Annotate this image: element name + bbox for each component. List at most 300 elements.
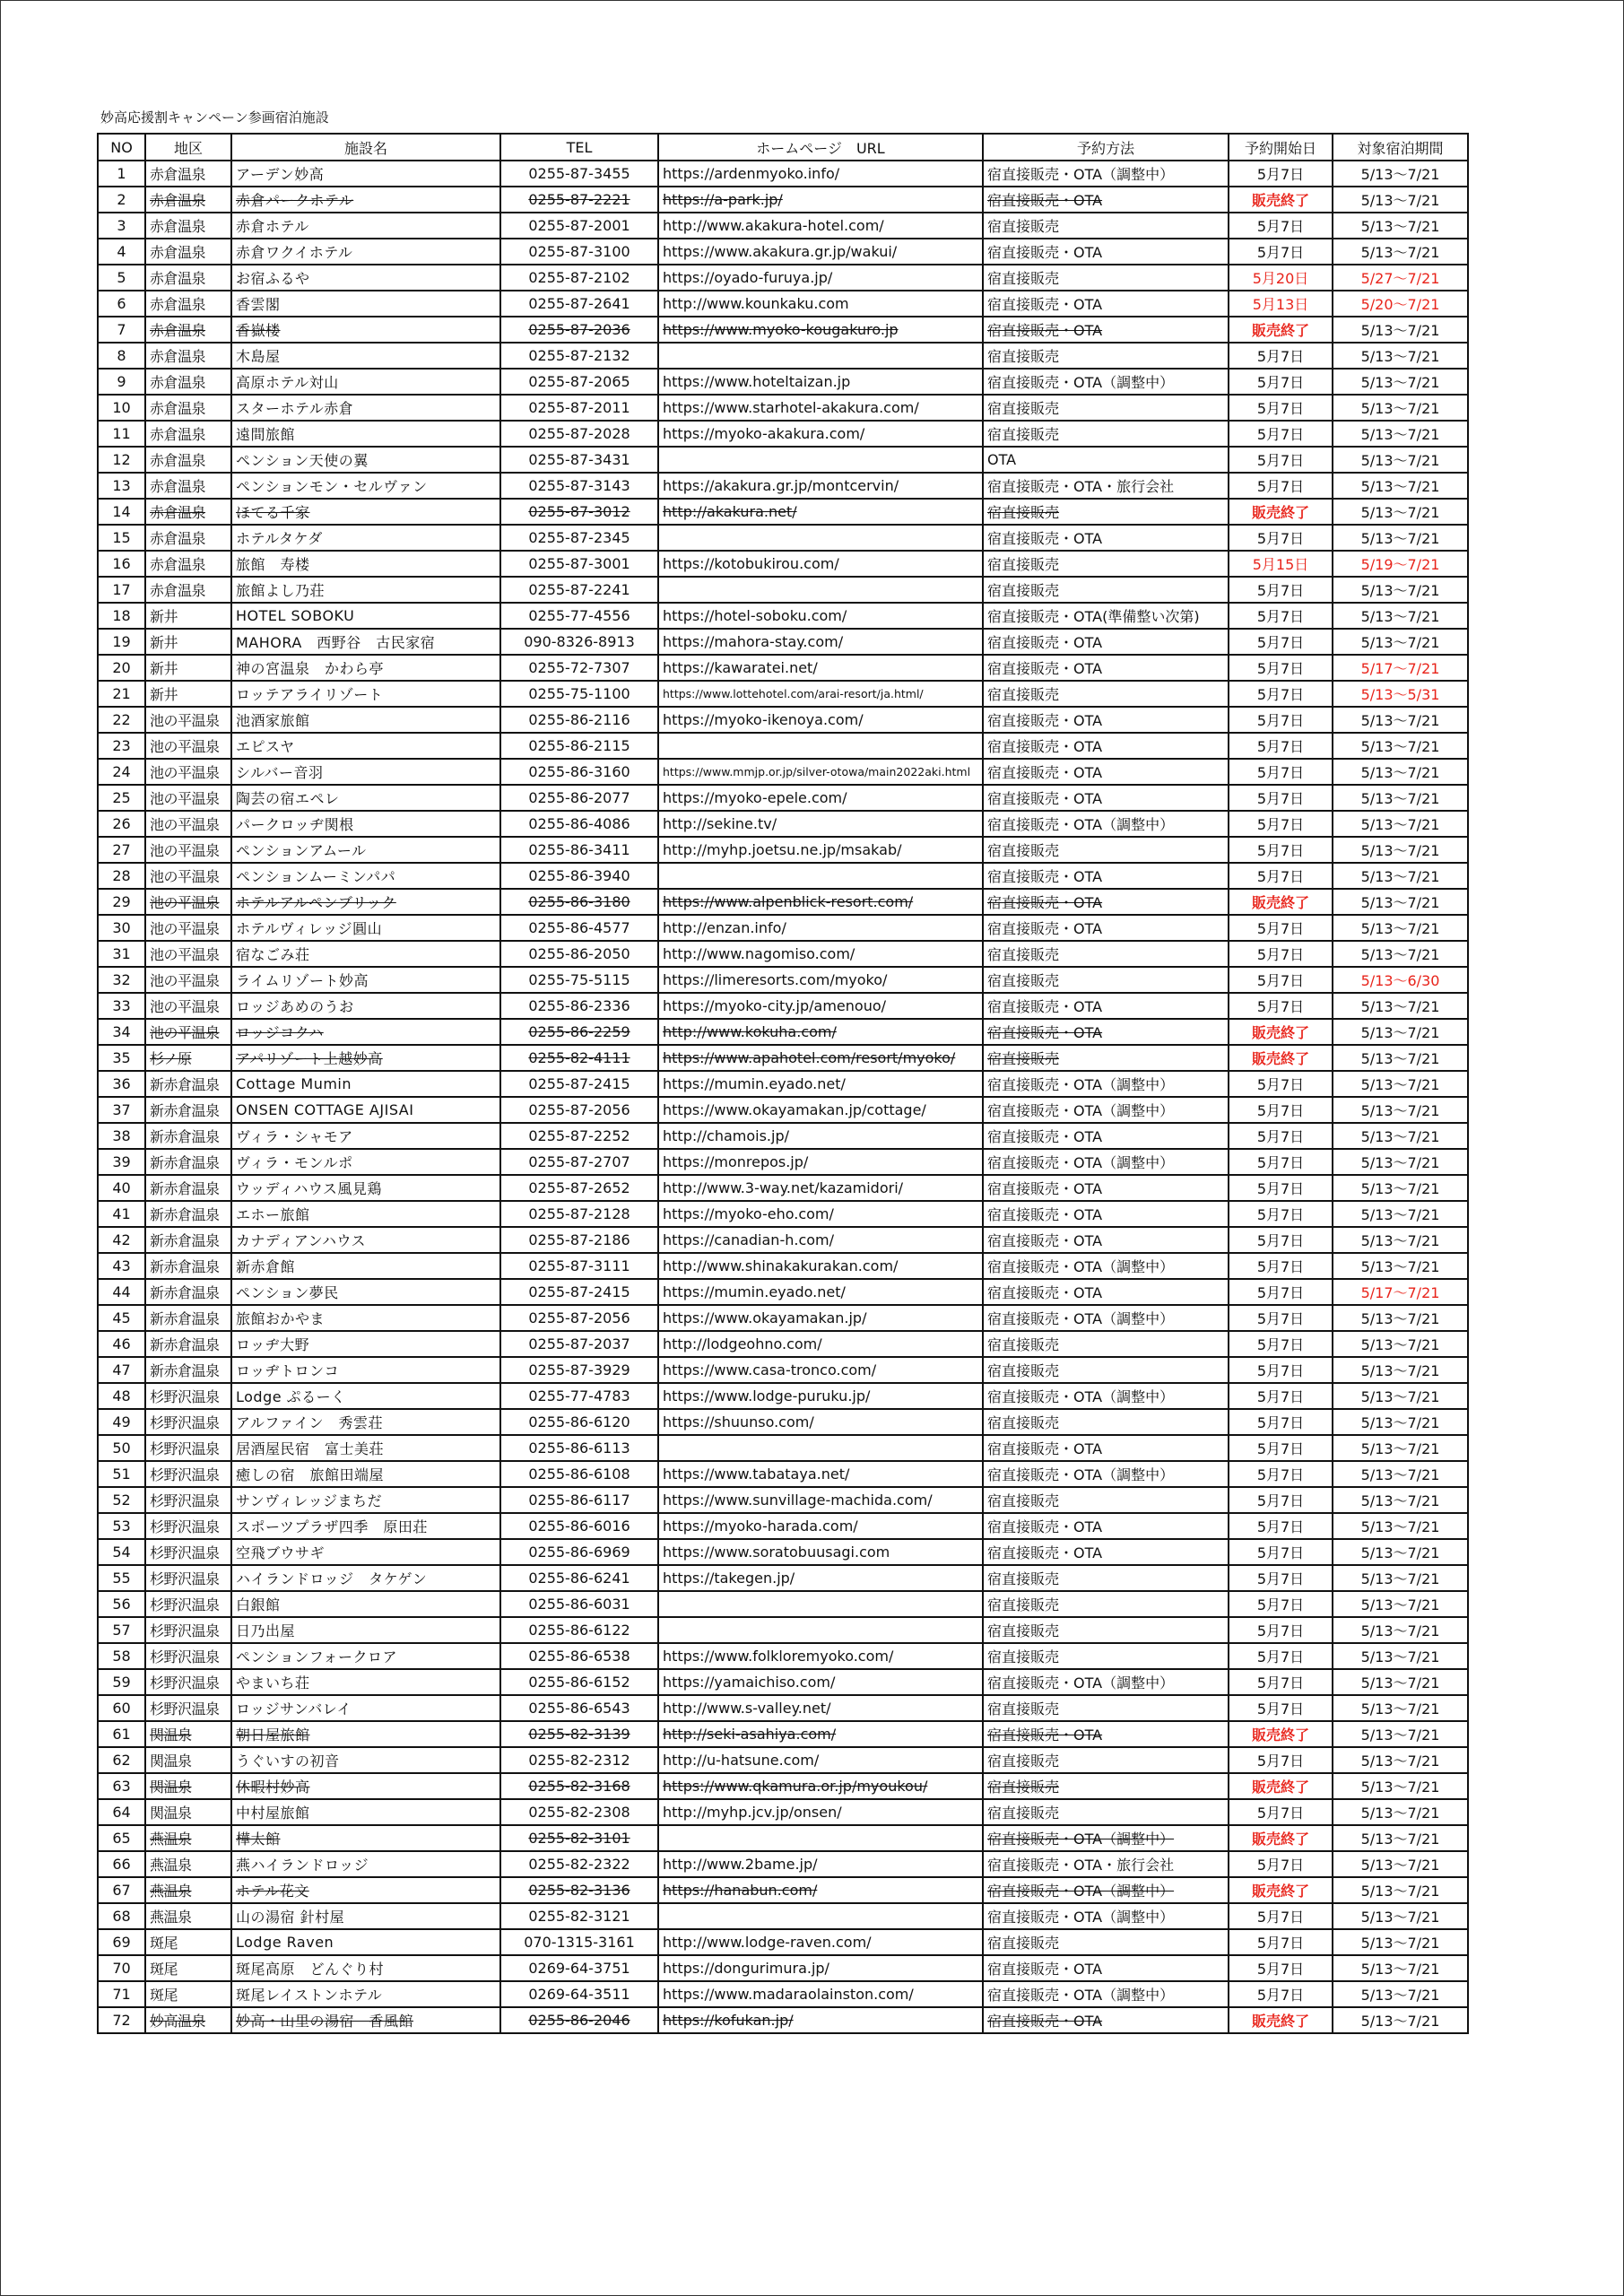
- row-booking-method: 宿直接販売・OTA（調整中）: [983, 1383, 1229, 1409]
- row-facility-name: ほてる千家: [231, 499, 500, 525]
- row-area: 関温泉: [145, 1721, 231, 1747]
- row-area: 燕温泉: [145, 1825, 231, 1851]
- row-number: 53: [98, 1513, 145, 1539]
- row-area: 赤倉温泉: [145, 577, 231, 603]
- row-homepage-url[interactable]: https://myoko-eho.com/: [658, 1201, 983, 1227]
- table-row: [98, 317, 1468, 343]
- table-row: [98, 1019, 1468, 1045]
- row-homepage-url[interactable]: http://www.akakura-hotel.com/: [658, 213, 983, 239]
- row-stay-period: 5/13〜7/21: [1333, 1773, 1468, 1799]
- table-row: [98, 1981, 1468, 2007]
- row-facility-name: ペンションモン・セルヴァン: [231, 473, 500, 499]
- row-number: 61: [98, 1721, 145, 1747]
- row-homepage-url[interactable]: https://www.apahotel.com/resort/myoko/: [658, 1045, 983, 1071]
- row-stay-period: 5/13〜7/21: [1333, 1149, 1468, 1175]
- row-area: 杉野沢温泉: [145, 1513, 231, 1539]
- row-homepage-url[interactable]: http://seki-asahiya.com/: [658, 1721, 983, 1747]
- row-homepage-url[interactable]: https://www.sunvillage-machida.com/: [658, 1487, 983, 1513]
- row-booking-method: 宿直接販売: [983, 1357, 1229, 1383]
- row-stay-period: 5/13〜7/21: [1333, 733, 1468, 759]
- row-area: 新井: [145, 681, 231, 707]
- row-area: 新井: [145, 603, 231, 629]
- row-facility-name: アルファイン 秀雲荘: [231, 1409, 500, 1435]
- row-tel: 0255-86-3160: [500, 759, 658, 785]
- row-homepage-url: [658, 1591, 983, 1617]
- table-row: [98, 1721, 1468, 1747]
- row-number: 63: [98, 1773, 145, 1799]
- row-homepage-url[interactable]: https://hanabun.com/: [658, 1877, 983, 1903]
- row-facility-name: 旅館よし乃荘: [231, 577, 500, 603]
- row-stay-period: 5/13〜7/21: [1333, 1123, 1468, 1149]
- row-booking-start: 5月13日: [1229, 291, 1333, 317]
- row-homepage-url[interactable]: https://a-park.jp/: [658, 187, 983, 213]
- row-area: 赤倉温泉: [145, 343, 231, 369]
- row-booking-method: 宿直接販売・OTA: [983, 239, 1229, 265]
- row-area: 杉ノ原: [145, 1045, 231, 1071]
- table-row: [98, 655, 1468, 681]
- row-facility-name: 山の湯宿 針村屋: [231, 1903, 500, 1929]
- row-homepage-url[interactable]: https://kofukan.jp/: [658, 2007, 983, 2033]
- row-stay-period: 5/13〜7/21: [1333, 1695, 1468, 1721]
- row-booking-start: 5月7日: [1229, 343, 1333, 369]
- row-booking-start: 5月7日: [1229, 629, 1333, 655]
- row-tel: 0255-87-2028: [500, 421, 658, 447]
- row-homepage-url[interactable]: https://www.soratobuusagi.com: [658, 1539, 983, 1565]
- row-area: 杉野沢温泉: [145, 1695, 231, 1721]
- row-tel: 0255-87-2132: [500, 343, 658, 369]
- table-row: [98, 1487, 1468, 1513]
- row-booking-start: 5月7日: [1229, 1357, 1333, 1383]
- row-homepage-url: [658, 1435, 983, 1461]
- row-facility-name: 斑尾レイストンホテル: [231, 1981, 500, 2007]
- row-tel: 0255-87-2102: [500, 265, 658, 291]
- row-stay-period: 5/13〜7/21: [1333, 707, 1468, 733]
- row-stay-period: 5/13〜7/21: [1333, 1461, 1468, 1487]
- row-stay-period: 5/13〜7/21: [1333, 525, 1468, 551]
- row-tel: 0255-86-3180: [500, 889, 658, 915]
- row-homepage-url[interactable]: http://lodgeohno.com/: [658, 1331, 983, 1357]
- row-number: 39: [98, 1149, 145, 1175]
- row-tel: 0255-72-7307: [500, 655, 658, 681]
- row-homepage-url[interactable]: https://dongurimura.jp/: [658, 1955, 983, 1981]
- row-number: 62: [98, 1747, 145, 1773]
- row-booking-start: 5月7日: [1229, 837, 1333, 863]
- row-homepage-url[interactable]: https://monrepos.jp/: [658, 1149, 983, 1175]
- row-booking-method: 宿直接販売・OTA: [983, 1955, 1229, 1981]
- row-stay-period: 5/13〜7/21: [1333, 1721, 1468, 1747]
- row-number: 56: [98, 1591, 145, 1617]
- row-number: 3: [98, 213, 145, 239]
- row-booking-method: 宿直接販売: [983, 1929, 1229, 1955]
- row-booking-start: 5月7日: [1229, 577, 1333, 603]
- row-facility-name: ペンションアムール: [231, 837, 500, 863]
- table-row: [98, 447, 1468, 473]
- row-area: 赤倉温泉: [145, 161, 231, 187]
- row-stay-period: 5/13〜7/21: [1333, 577, 1468, 603]
- table-row: [98, 187, 1468, 213]
- row-tel: 0255-86-6120: [500, 1409, 658, 1435]
- row-stay-period: 5/13〜7/21: [1333, 1643, 1468, 1669]
- row-number: 28: [98, 863, 145, 889]
- row-homepage-url[interactable]: https://shuunso.com/: [658, 1409, 983, 1435]
- row-facility-name: アーデン妙高: [231, 161, 500, 187]
- row-booking-method: 宿直接販売・OTA（調整中）: [983, 369, 1229, 395]
- row-homepage-url[interactable]: http://chamois.jp/: [658, 1123, 983, 1149]
- row-number: 26: [98, 811, 145, 837]
- row-booking-start: 5月7日: [1229, 967, 1333, 993]
- row-facility-name: ホテル花文: [231, 1877, 500, 1903]
- row-stay-period: 5/13〜7/21: [1333, 1331, 1468, 1357]
- row-homepage-url[interactable]: http://www.kounkaku.com: [658, 291, 983, 317]
- row-area: 新赤倉温泉: [145, 1123, 231, 1149]
- row-booking-start: 販売終了: [1229, 1877, 1333, 1903]
- table-row: [98, 525, 1468, 551]
- row-facility-name: MAHORA 西野谷 古民家宿: [231, 629, 500, 655]
- row-stay-period: 5/13〜7/21: [1333, 343, 1468, 369]
- row-booking-start: 販売終了: [1229, 1019, 1333, 1045]
- row-number: 66: [98, 1851, 145, 1877]
- row-homepage-url[interactable]: https://www.qkamura.or.jp/myoukou/: [658, 1773, 983, 1799]
- row-homepage-url[interactable]: https://www.akakura.gr.jp/wakui/: [658, 239, 983, 265]
- row-homepage-url[interactable]: https://oyado-furuya.jp/: [658, 265, 983, 291]
- row-stay-period: 5/13〜7/21: [1333, 1617, 1468, 1643]
- row-homepage-url[interactable]: http://www.shinakakurakan.com/: [658, 1253, 983, 1279]
- header-booking-start: 予約開始日: [1229, 134, 1333, 161]
- row-facility-name: ウッディハウス風見鶏: [231, 1175, 500, 1201]
- table-row: [98, 1331, 1468, 1357]
- row-homepage-url[interactable]: https://kotobukirou.com/: [658, 551, 983, 577]
- row-homepage-url[interactable]: https://myoko-epele.com/: [658, 785, 983, 811]
- table-row: [98, 551, 1468, 577]
- row-tel: 0255-82-3101: [500, 1825, 658, 1851]
- row-tel: 0255-87-2252: [500, 1123, 658, 1149]
- row-area: 関温泉: [145, 1773, 231, 1799]
- row-stay-period: 5/13〜7/21: [1333, 629, 1468, 655]
- row-area: 赤倉温泉: [145, 499, 231, 525]
- row-number: 45: [98, 1305, 145, 1331]
- row-booking-method: 宿直接販売: [983, 1695, 1229, 1721]
- facility-table: [97, 133, 1469, 2034]
- row-tel: 0255-86-6969: [500, 1539, 658, 1565]
- table-row: [98, 1929, 1468, 1955]
- row-stay-period: 5/13〜7/21: [1333, 213, 1468, 239]
- row-booking-start: 販売終了: [1229, 1721, 1333, 1747]
- row-facility-name: 旅館 寿楼: [231, 551, 500, 577]
- row-homepage-url[interactable]: https://www.folkloremyoko.com/: [658, 1643, 983, 1669]
- row-tel: 0255-86-6152: [500, 1669, 658, 1695]
- row-number: 51: [98, 1461, 145, 1487]
- row-area: 赤倉温泉: [145, 421, 231, 447]
- row-homepage-url[interactable]: https://yamaichiso.com/: [658, 1669, 983, 1695]
- row-number: 17: [98, 577, 145, 603]
- row-number: 60: [98, 1695, 145, 1721]
- row-booking-start: 5月15日: [1229, 551, 1333, 577]
- row-area: 池の平温泉: [145, 733, 231, 759]
- row-number: 11: [98, 421, 145, 447]
- row-homepage-url[interactable]: https://www.casa-tronco.com/: [658, 1357, 983, 1383]
- row-homepage-url[interactable]: https://akakura.gr.jp/montcervin/: [658, 473, 983, 499]
- row-number: 41: [98, 1201, 145, 1227]
- row-homepage-url[interactable]: https://mumin.eyado.net/: [658, 1071, 983, 1097]
- row-homepage-url[interactable]: https://www.alpenblick-resort.com/: [658, 889, 983, 915]
- row-booking-method: 宿直接販売: [983, 213, 1229, 239]
- row-booking-start: 5月7日: [1229, 655, 1333, 681]
- row-tel: 0255-87-2221: [500, 187, 658, 213]
- row-homepage-url[interactable]: https://hotel-soboku.com/: [658, 603, 983, 629]
- row-homepage-url[interactable]: https://kawaratei.net/: [658, 655, 983, 681]
- row-facility-name: ヴィラ・モンルポ: [231, 1149, 500, 1175]
- row-booking-start: 5月7日: [1229, 941, 1333, 967]
- row-stay-period: 5/13〜7/21: [1333, 1747, 1468, 1773]
- table-row: [98, 395, 1468, 421]
- row-homepage-url[interactable]: https://www.lodge-puruku.jp/: [658, 1383, 983, 1409]
- row-booking-start: 5月7日: [1229, 1929, 1333, 1955]
- row-homepage-url[interactable]: https://www.tabataya.net/: [658, 1461, 983, 1487]
- row-homepage-url: [658, 343, 983, 369]
- row-homepage-url[interactable]: https://www.okayamakan.jp/: [658, 1305, 983, 1331]
- row-stay-period: 5/13〜7/21: [1333, 1669, 1468, 1695]
- row-booking-start: 5月7日: [1229, 1669, 1333, 1695]
- row-stay-period: 5/13〜7/21: [1333, 811, 1468, 837]
- row-area: 杉野沢温泉: [145, 1617, 231, 1643]
- row-booking-method: 宿直接販売・OTA: [983, 785, 1229, 811]
- row-area: 新赤倉温泉: [145, 1227, 231, 1253]
- row-facility-name: ロッジサンバレイ: [231, 1695, 500, 1721]
- row-booking-method: 宿直接販売・OTA: [983, 2007, 1229, 2033]
- row-tel: 0255-87-2056: [500, 1097, 658, 1123]
- row-booking-method: 宿直接販売・OTA: [983, 1175, 1229, 1201]
- table-row: [98, 239, 1468, 265]
- row-facility-name: ペンションムーミンパパ: [231, 863, 500, 889]
- row-homepage-url[interactable]: https://myoko-ikenoya.com/: [658, 707, 983, 733]
- row-homepage-url[interactable]: https://www.madaraolainston.com/: [658, 1981, 983, 2007]
- row-tel: 0255-82-4111: [500, 1045, 658, 1071]
- row-booking-start: 5月7日: [1229, 915, 1333, 941]
- row-area: 杉野沢温泉: [145, 1591, 231, 1617]
- row-booking-start: 5月7日: [1229, 1461, 1333, 1487]
- row-booking-start: 5月7日: [1229, 1305, 1333, 1331]
- row-tel: 0255-87-3012: [500, 499, 658, 525]
- row-tel: 0255-87-2001: [500, 213, 658, 239]
- row-stay-period: 5/13〜7/21: [1333, 837, 1468, 863]
- table-row: [98, 1877, 1468, 1903]
- row-homepage-url[interactable]: https://mahora-stay.com/: [658, 629, 983, 655]
- row-homepage-url[interactable]: http://www.2bame.jp/: [658, 1851, 983, 1877]
- row-stay-period: 5/13〜7/21: [1333, 1565, 1468, 1591]
- header-booking-method: 予約方法: [983, 134, 1229, 161]
- row-booking-start: 5月7日: [1229, 1695, 1333, 1721]
- row-booking-start: 5月7日: [1229, 1617, 1333, 1643]
- row-stay-period: 5/13〜7/21: [1333, 369, 1468, 395]
- row-area: 池の平温泉: [145, 967, 231, 993]
- row-facility-name: 木島屋: [231, 343, 500, 369]
- row-facility-name: 斑尾高原 どんぐり村: [231, 1955, 500, 1981]
- row-tel: 0255-87-2415: [500, 1071, 658, 1097]
- row-tel: 0255-82-3121: [500, 1903, 658, 1929]
- table-row: [98, 343, 1468, 369]
- row-homepage-url[interactable]: https://www.hoteltaizan.jp: [658, 369, 983, 395]
- row-homepage-url[interactable]: https://takegen.jp/: [658, 1565, 983, 1591]
- row-homepage-url: [658, 525, 983, 551]
- row-tel: 0255-87-3143: [500, 473, 658, 499]
- row-homepage-url[interactable]: https://limeresorts.com/myoko/: [658, 967, 983, 993]
- row-homepage-url[interactable]: http://www.lodge-raven.com/: [658, 1929, 983, 1955]
- row-homepage-url[interactable]: https://www.lottehotel.com/arai-resort/ja.html/: [658, 681, 983, 707]
- header-facility-name: 施設名: [231, 134, 500, 161]
- row-tel: 0255-86-2336: [500, 993, 658, 1019]
- row-booking-start: 5月7日: [1229, 993, 1333, 1019]
- row-number: 48: [98, 1383, 145, 1409]
- row-booking-start: 5月7日: [1229, 1279, 1333, 1305]
- row-homepage-url[interactable]: https://www.starhotel-akakura.com/: [658, 395, 983, 421]
- row-tel: 0255-86-3940: [500, 863, 658, 889]
- row-number: 32: [98, 967, 145, 993]
- table-row: [98, 941, 1468, 967]
- row-booking-method: 宿直接販売: [983, 1565, 1229, 1591]
- table-row: [98, 1695, 1468, 1721]
- row-facility-name: ハイランドロッジ タケゲン: [231, 1565, 500, 1591]
- row-area: 赤倉温泉: [145, 265, 231, 291]
- row-booking-method: 宿直接販売・OTA: [983, 317, 1229, 343]
- row-stay-period: 5/13〜7/21: [1333, 1955, 1468, 1981]
- row-tel: 0255-87-2128: [500, 1201, 658, 1227]
- row-tel: 0255-86-4086: [500, 811, 658, 837]
- row-area: 燕温泉: [145, 1851, 231, 1877]
- row-stay-period: 5/13〜5/31: [1333, 681, 1468, 707]
- row-booking-method: 宿直接販売: [983, 681, 1229, 707]
- row-booking-method: 宿直接販売: [983, 1487, 1229, 1513]
- row-booking-start: 5月7日: [1229, 785, 1333, 811]
- row-homepage-url[interactable]: https://canadian-h.com/: [658, 1227, 983, 1253]
- table-row: [98, 1539, 1468, 1565]
- table-row: [98, 1669, 1468, 1695]
- table-row: [98, 681, 1468, 707]
- table-row: [98, 1903, 1468, 1929]
- row-homepage-url[interactable]: https://mumin.eyado.net/: [658, 1279, 983, 1305]
- row-booking-method: 宿直接販売・OTA: [983, 915, 1229, 941]
- row-facility-name: パークロッヂ関根: [231, 811, 500, 837]
- row-area: 池の平温泉: [145, 915, 231, 941]
- row-booking-start: 5月7日: [1229, 1799, 1333, 1825]
- row-booking-start: 5月7日: [1229, 1565, 1333, 1591]
- row-homepage-url[interactable]: http://www.s-valley.net/: [658, 1695, 983, 1721]
- row-booking-method: 宿直接販売・OTA: [983, 1279, 1229, 1305]
- table-row: [98, 1175, 1468, 1201]
- row-area: 新赤倉温泉: [145, 1331, 231, 1357]
- row-booking-method: 宿直接販売: [983, 1773, 1229, 1799]
- row-booking-method: 宿直接販売: [983, 265, 1229, 291]
- table-row: [98, 1305, 1468, 1331]
- row-facility-name: ペンション夢民: [231, 1279, 500, 1305]
- row-booking-method: 宿直接販売: [983, 1591, 1229, 1617]
- table-row: [98, 1799, 1468, 1825]
- row-homepage-url[interactable]: http://u-hatsune.com/: [658, 1747, 983, 1773]
- row-homepage-url[interactable]: https://myoko-akakura.com/: [658, 421, 983, 447]
- row-area: 池の平温泉: [145, 707, 231, 733]
- row-tel: 0255-86-2115: [500, 733, 658, 759]
- table-row: [98, 1279, 1468, 1305]
- row-number: 52: [98, 1487, 145, 1513]
- row-facility-name: うぐいすの初音: [231, 1747, 500, 1773]
- row-booking-start: 販売終了: [1229, 317, 1333, 343]
- row-area: 斑尾: [145, 1955, 231, 1981]
- row-booking-start: 5月7日: [1229, 1435, 1333, 1461]
- row-homepage-url[interactable]: https://myoko-harada.com/: [658, 1513, 983, 1539]
- row-homepage-url[interactable]: http://myhp.joetsu.ne.jp/msakab/: [658, 837, 983, 863]
- row-booking-method: 宿直接販売: [983, 577, 1229, 603]
- row-booking-method: 宿直接販売・OTA: [983, 291, 1229, 317]
- row-area: 関温泉: [145, 1799, 231, 1825]
- row-area: 赤倉温泉: [145, 239, 231, 265]
- row-tel: 0255-87-2641: [500, 291, 658, 317]
- row-facility-name: スターホテル赤倉: [231, 395, 500, 421]
- table-row: [98, 707, 1468, 733]
- row-homepage-url[interactable]: http://www.3-way.net/kazamidori/: [658, 1175, 983, 1201]
- row-area: 杉野沢温泉: [145, 1565, 231, 1591]
- row-homepage-url[interactable]: https://ardenmyoko.info/: [658, 161, 983, 187]
- row-stay-period: 5/13〜7/21: [1333, 1357, 1468, 1383]
- row-tel: 0255-86-6016: [500, 1513, 658, 1539]
- row-number: 38: [98, 1123, 145, 1149]
- row-homepage-url[interactable]: http://www.nagomiso.com/: [658, 941, 983, 967]
- row-booking-method: 宿直接販売: [983, 1643, 1229, 1669]
- row-booking-start: 5月7日: [1229, 759, 1333, 785]
- row-booking-start: 5月7日: [1229, 1487, 1333, 1513]
- row-area: 池の平温泉: [145, 941, 231, 967]
- row-homepage-url[interactable]: https://www.okayamakan.jp/cottage/: [658, 1097, 983, 1123]
- row-booking-start: 5月7日: [1229, 161, 1333, 187]
- row-facility-name: Lodge Raven: [231, 1929, 500, 1955]
- row-booking-method: 宿直接販売・OTA（調整中）: [983, 1461, 1229, 1487]
- row-homepage-url[interactable]: http://enzan.info/: [658, 915, 983, 941]
- row-booking-method: 宿直接販売・OTA（調整中）: [983, 1669, 1229, 1695]
- row-number: 58: [98, 1643, 145, 1669]
- row-stay-period: 5/13〜7/21: [1333, 473, 1468, 499]
- row-facility-name: アパリゾート上越妙高: [231, 1045, 500, 1071]
- row-area: 関温泉: [145, 1747, 231, 1773]
- row-facility-name: ロッヂトロンコ: [231, 1357, 500, 1383]
- row-stay-period: 5/13〜7/21: [1333, 759, 1468, 785]
- row-number: 47: [98, 1357, 145, 1383]
- row-homepage-url[interactable]: http://akakura.net/: [658, 499, 983, 525]
- row-tel: 0255-82-3136: [500, 1877, 658, 1903]
- row-number: 30: [98, 915, 145, 941]
- row-booking-start: 5月7日: [1229, 1591, 1333, 1617]
- row-booking-method: 宿直接販売・OTA: [983, 759, 1229, 785]
- table-row: [98, 967, 1468, 993]
- row-homepage-url[interactable]: http://www.kokuha.com/: [658, 1019, 983, 1045]
- row-tel: 0255-86-6543: [500, 1695, 658, 1721]
- header-row: [98, 134, 1468, 161]
- row-booking-method: 宿直接販売・OTA: [983, 707, 1229, 733]
- table-row: [98, 1357, 1468, 1383]
- row-stay-period: 5/13〜7/21: [1333, 187, 1468, 213]
- row-stay-period: 5/13〜7/21: [1333, 603, 1468, 629]
- row-number: 29: [98, 889, 145, 915]
- row-facility-name: ロッヂ大野: [231, 1331, 500, 1357]
- row-homepage-url[interactable]: http://myhp.jcv.jp/onsen/: [658, 1799, 983, 1825]
- row-homepage-url[interactable]: https://www.mmjp.or.jp/silver-otowa/main2022aki.html: [658, 759, 983, 785]
- row-stay-period: 5/13〜7/21: [1333, 499, 1468, 525]
- row-homepage-url[interactable]: https://myoko-city.jp/amenouo/: [658, 993, 983, 1019]
- row-homepage-url[interactable]: http://sekine.tv/: [658, 811, 983, 837]
- row-number: 9: [98, 369, 145, 395]
- row-booking-method: 宿直接販売: [983, 343, 1229, 369]
- row-stay-period: 5/13〜7/21: [1333, 889, 1468, 915]
- row-booking-method: 宿直接販売・OTA: [983, 187, 1229, 213]
- row-homepage-url[interactable]: https://www.myoko-kougakuro.jp: [658, 317, 983, 343]
- row-booking-method: 宿直接販売・OTA（調整中）: [983, 1149, 1229, 1175]
